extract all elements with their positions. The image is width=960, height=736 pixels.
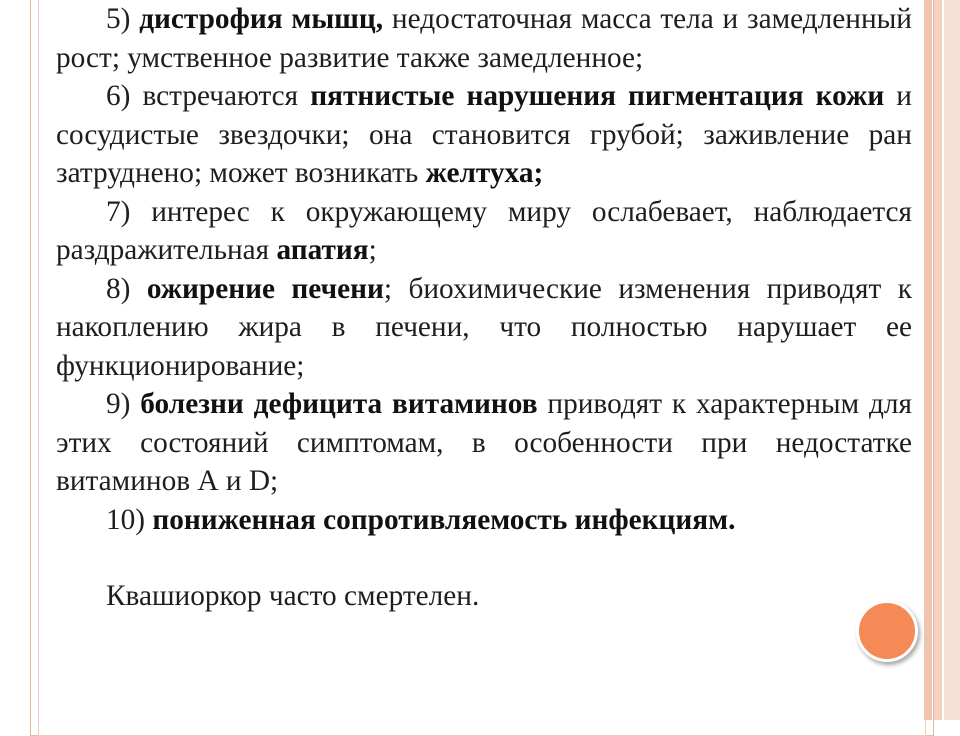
decorative-stripe (924, 0, 932, 720)
list-item: 8) ожирение печени; биохимические изменения приводят к накоплению жира в печени, что полностью нарушает ее функционирование; (56, 272, 912, 382)
decorative-stripe (944, 0, 960, 720)
paragraph-gap (56, 539, 912, 577)
list-item: 7) интерес к окружающему миру ослабевает, наблюдается раздражительная апатия; (56, 195, 912, 266)
decorative-circle (856, 600, 918, 662)
list-item: 9) болезни дефицита витаминов приводят к характерным для этих состояний симптомам, в особенности при недостатке витаминов А и D; (56, 388, 913, 497)
conclusion-text: Квашиоркор часто смертелен. (106, 580, 480, 612)
list-item: 5) дистрофия мышц, недостаточная масса тела и замедленный рост; умственное развитие также замедленное; (56, 3, 912, 74)
list-item: 10) пониженная сопротивляемость инфекциям. (106, 503, 736, 536)
decorative-stripe (934, 0, 942, 720)
list-item: 6) встречаются пятнистые нарушения пигментация кожи и сосудистые звездочки; она становится грубой; заживление ран затруднено; может возникать желтуха; (56, 80, 912, 189)
slide-body (56, 0, 912, 616)
